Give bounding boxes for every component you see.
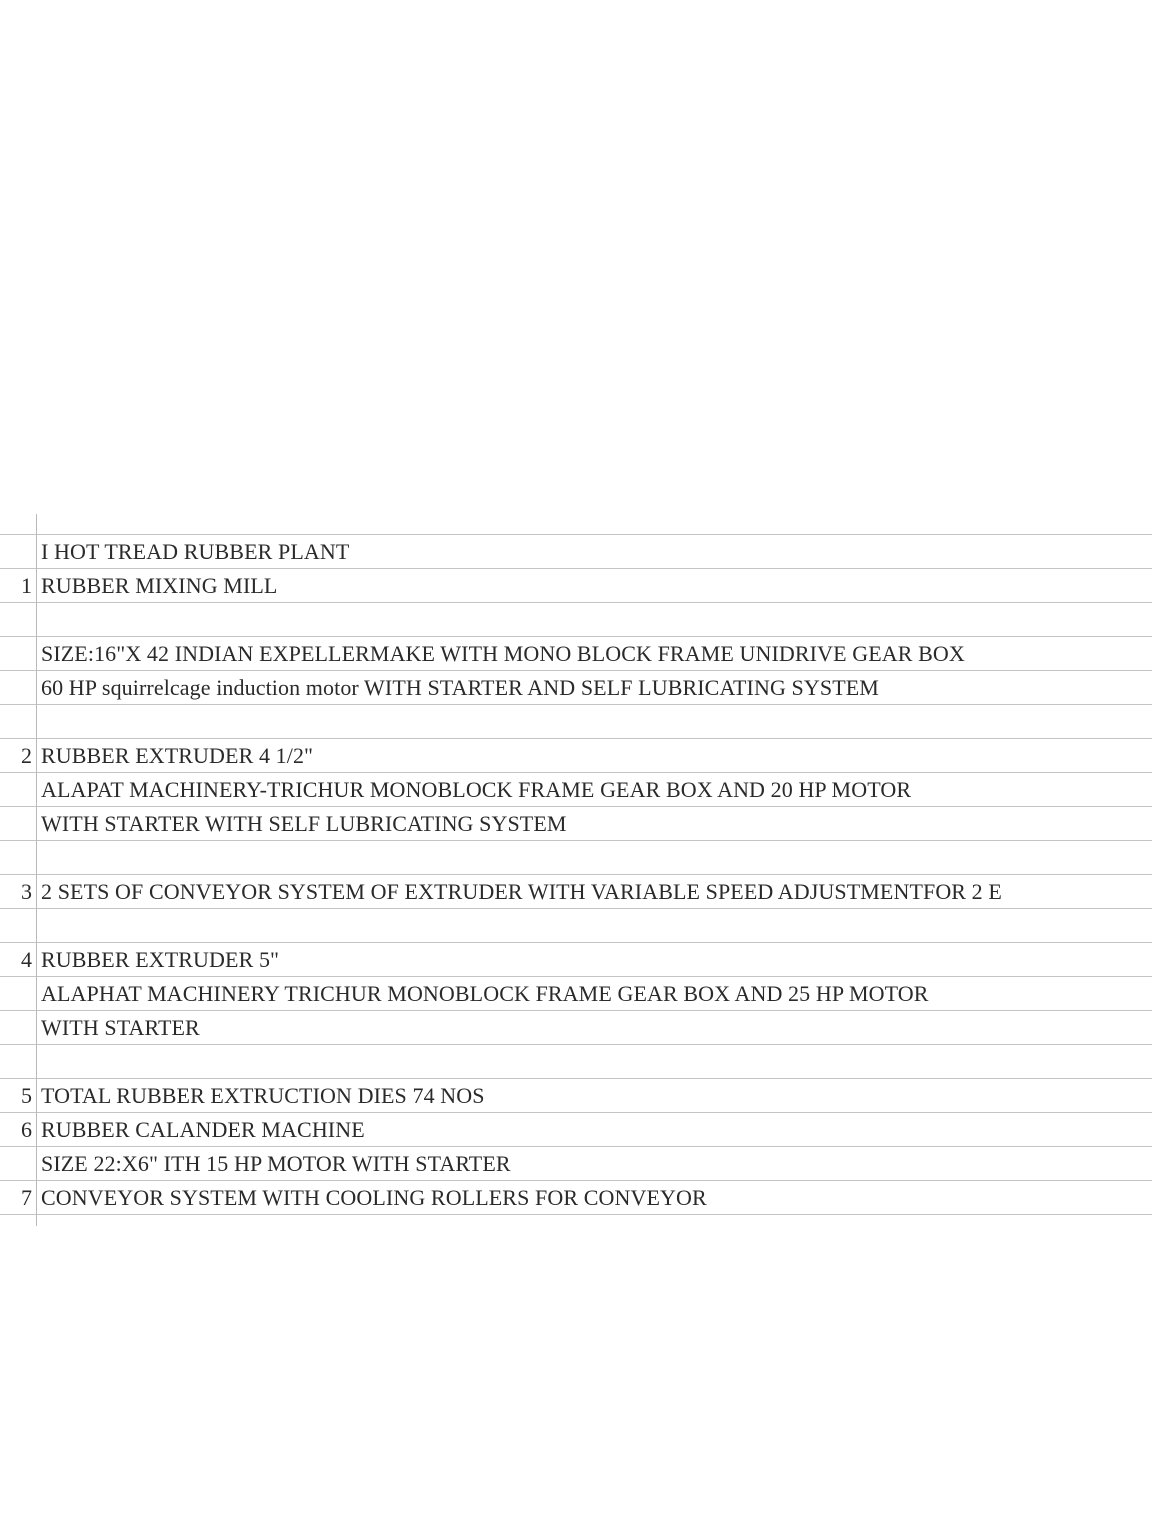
row-description: I HOT TREAD RUBBER PLANT — [41, 539, 350, 564]
row-number: 3 — [21, 879, 32, 904]
table-row[interactable] — [0, 909, 1152, 943]
row-description: RUBBER CALANDER MACHINE — [41, 1117, 365, 1142]
row-description: TOTAL RUBBER EXTRUCTION DIES 74 NOS — [41, 1083, 485, 1108]
row-description: RUBBER MIXING MILL — [41, 573, 278, 598]
row-number — [0, 1045, 34, 1078]
row-number — [0, 705, 34, 738]
table-row[interactable] — [0, 603, 1152, 637]
row-number: 1 — [21, 573, 32, 598]
table-row[interactable] — [0, 1011, 1152, 1045]
row-number — [0, 671, 34, 704]
row-description: SIZE:16"X 42 INDIAN EXPELLERMAKE WITH MONO BLOCK FRAME UNIDRIVE GEAR BOX — [41, 641, 965, 666]
row-number — [0, 807, 34, 840]
table-row[interactable] — [0, 1113, 1152, 1147]
row-number — [0, 535, 34, 568]
row-number — [0, 909, 34, 942]
row-description: RUBBER EXTRUDER 4 1/2" — [41, 743, 314, 768]
row-number — [0, 977, 34, 1010]
row-number: 7 — [21, 1185, 32, 1210]
row-number: 2 — [21, 743, 32, 768]
table-row[interactable] — [0, 977, 1152, 1011]
row-number — [0, 637, 34, 670]
table-row[interactable] — [0, 671, 1152, 705]
table-row[interactable] — [0, 1045, 1152, 1079]
table-row[interactable] — [0, 807, 1152, 841]
table-rows — [0, 534, 1152, 1215]
table-row[interactable] — [0, 773, 1152, 807]
row-number: 4 — [21, 947, 32, 972]
table-row[interactable] — [0, 534, 1152, 569]
table-row[interactable] — [0, 569, 1152, 603]
table-row[interactable] — [0, 1079, 1152, 1113]
top-header-row — [0, 514, 1152, 534]
table-row[interactable] — [0, 705, 1152, 739]
row-description: WITH STARTER WITH SELF LUBRICATING SYSTEM — [41, 811, 567, 836]
row-description: SIZE 22:X6" ITH 15 HP MOTOR WITH STARTER — [41, 1151, 511, 1176]
table-row[interactable] — [0, 637, 1152, 671]
row-description: 60 HP squirrelcage induction motor WITH STARTER AND SELF LUBRICATING SYSTEM — [41, 675, 879, 700]
row-number: 5 — [21, 1083, 32, 1108]
row-number — [0, 603, 34, 636]
row-number — [0, 841, 34, 874]
table-row[interactable] — [0, 1147, 1152, 1181]
row-number — [0, 773, 34, 806]
table-row[interactable] — [0, 1181, 1152, 1215]
column-divider — [36, 514, 37, 1226]
table-row[interactable] — [0, 943, 1152, 977]
row-description: ALAPAT MACHINERY-TRICHUR MONOBLOCK FRAME GEAR BOX AND 20 HP MOTOR — [41, 777, 912, 802]
row-description: 2 SETS OF CONVEYOR SYSTEM OF EXTRUDER WITH VARIABLE SPEED ADJUSTMENTFOR 2 E — [41, 879, 1002, 904]
row-description: CONVEYOR SYSTEM WITH COOLING ROLLERS FOR CONVEYOR — [41, 1185, 707, 1210]
row-number — [0, 1147, 34, 1180]
table-row[interactable] — [0, 739, 1152, 773]
row-description: ALAPHAT MACHINERY TRICHUR MONOBLOCK FRAME GEAR BOX AND 25 HP MOTOR — [41, 981, 929, 1006]
table-row[interactable] — [0, 841, 1152, 875]
row-number — [0, 1011, 34, 1044]
table-row[interactable] — [0, 875, 1152, 909]
row-description: RUBBER EXTRUDER 5" — [41, 947, 280, 972]
row-number: 6 — [21, 1117, 32, 1142]
row-description: WITH STARTER — [41, 1015, 200, 1040]
spreadsheet-table — [0, 514, 1152, 1226]
